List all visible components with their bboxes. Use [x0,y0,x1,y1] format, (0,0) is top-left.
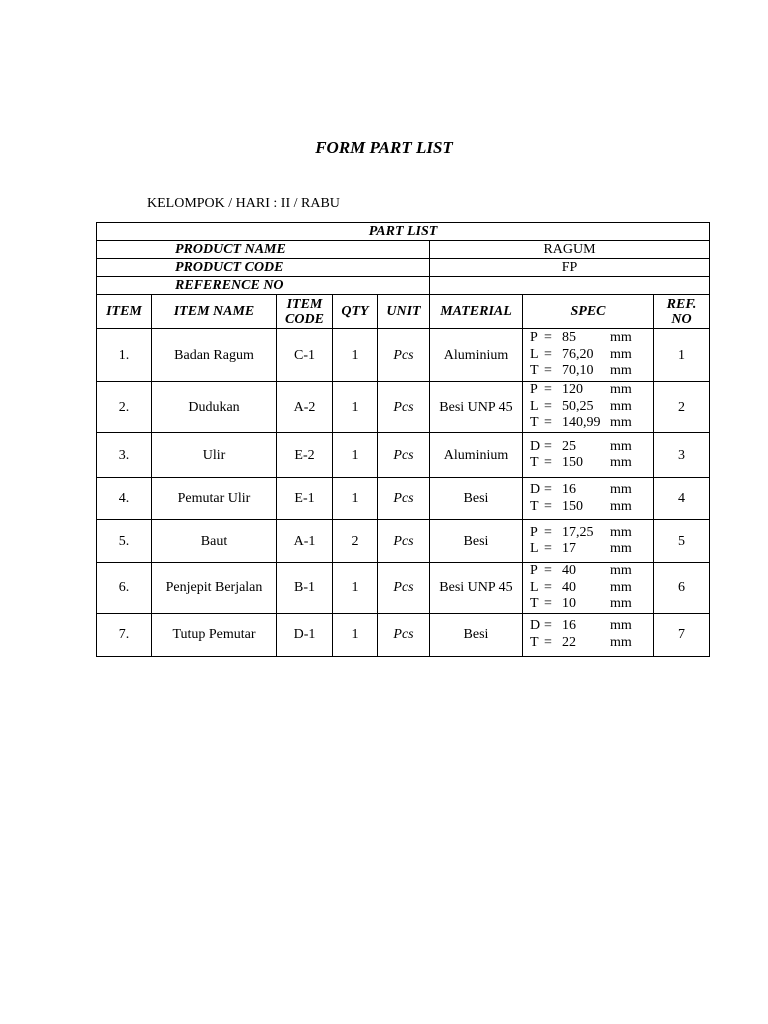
table-row [97,433,710,478]
cell-item-number: 5. [97,520,152,563]
col-header-item-code-line1: ITEM [286,296,323,312]
spec-value: 76,20 [562,346,594,362]
cell-spec [523,563,654,614]
table-row [97,329,710,382]
cell-ref-no: 1 [654,329,710,382]
spec-dimension: D [530,438,541,454]
table-caption: PART LIST [97,223,710,241]
spec-unit: mm [610,455,632,470]
spec-value: 150 [562,498,583,514]
spec-equals-sign: = [544,382,552,398]
spec-dimension: T [530,415,539,431]
cell-item-name: Ulir [152,433,277,478]
spec-line [530,596,653,613]
col-header-item-code-line2: CODE [285,311,324,327]
cell-unit: Pcs [378,433,430,478]
table-row [97,613,710,656]
product-name-value: RAGUM [430,241,710,259]
spec-value: 40 [562,563,576,578]
spec-dimension: P [530,524,538,540]
spec-dimension: T [530,455,539,470]
cell-material: Besi UNP 45 [430,382,523,433]
cell-item-name: Dudukan [152,382,277,433]
spec-line [530,580,653,597]
spec-line [530,635,653,652]
cell-unit: Pcs [378,382,430,433]
table-row [97,478,710,520]
cell-spec [523,520,654,563]
spec-value: 85 [562,330,576,346]
spec-unit: mm [610,346,632,362]
spec-dimension: T [530,498,539,514]
cell-ref-no: 3 [654,433,710,478]
spec-equals-sign: = [544,579,552,595]
cell-qty: 1 [333,433,378,478]
cell-ref-no: 6 [654,563,710,614]
spec-value: 120 [562,382,583,398]
spec-unit: mm [610,330,632,346]
cell-qty: 2 [333,520,378,563]
col-header-unit: UNIT [378,295,430,329]
spec-value: 16 [562,618,576,633]
cell-ref-no: 5 [654,520,710,563]
cell-material: Aluminium [430,433,523,478]
spec-dimension: T [530,363,539,379]
spec-unit: mm [610,541,632,556]
col-header-spec: SPEC [523,295,654,329]
cell-material: Besi [430,613,523,656]
spec-line [530,618,653,635]
cell-spec [523,613,654,656]
spec-equals-sign: = [544,563,552,578]
spec-unit: mm [610,415,632,431]
spec-value: 22 [562,634,576,650]
cell-material: Besi [430,520,523,563]
spec-dimension: D [530,618,541,633]
col-header-ref-line2: NO [671,311,692,327]
spec-dimension: L [530,398,539,414]
cell-item-number: 6. [97,563,152,614]
spec-unit: mm [610,524,632,540]
spec-value: 150 [562,455,583,470]
cell-item-number: 1. [97,329,152,382]
cell-item-name: Pemutar Ulir [152,478,277,520]
cell-ref-no: 7 [654,613,710,656]
cell-unit: Pcs [378,329,430,382]
cell-spec [523,433,654,478]
col-header-qty: QTY [333,295,378,329]
spec-line [530,363,653,380]
cell-item-name: Tutup Pemutar [152,613,277,656]
col-header-ref-line1: REF. [666,296,697,312]
cell-qty: 1 [333,563,378,614]
spec-dimension: P [530,563,538,578]
part-list-table [96,222,710,657]
cell-spec [523,329,654,382]
spec-unit: mm [610,579,632,595]
cell-unit: Pcs [378,613,430,656]
cell-unit: Pcs [378,520,430,563]
spec-line [530,499,653,516]
cell-item-name: Penjepit Berjalan [152,563,277,614]
spec-unit: mm [610,634,632,650]
spec-value: 50,25 [562,398,594,414]
cell-item-code: D-1 [277,613,333,656]
spec-line [530,455,653,472]
table-row [97,382,710,433]
cell-qty: 1 [333,382,378,433]
cell-item-name: Badan Ragum [152,329,277,382]
spec-dimension: T [530,596,539,611]
cell-unit: Pcs [378,563,430,614]
spec-unit: mm [610,438,632,454]
spec-equals-sign: = [544,330,552,346]
cell-ref-no: 2 [654,382,710,433]
spec-line [530,525,653,542]
spec-line [530,439,653,456]
spec-line [530,541,653,558]
cell-item-number: 2. [97,382,152,433]
spec-equals-sign: = [544,524,552,540]
spec-dimension: P [530,382,538,398]
spec-unit: mm [610,398,632,414]
spec-unit: mm [610,482,632,497]
col-header-material: MATERIAL [430,295,523,329]
cell-item-number: 4. [97,478,152,520]
reference-no-value [430,277,710,295]
spec-value: 140,99 [562,415,601,431]
cell-qty: 1 [333,478,378,520]
spec-value: 17 [562,541,576,556]
spec-line [530,415,653,432]
page-title: FORM PART LIST [315,138,453,157]
cell-spec [523,478,654,520]
reference-no-label: REFERENCE NO [97,277,430,295]
cell-material: Aluminium [430,329,523,382]
group-day-line: KELOMPOK / HARI : II / RABU [147,196,340,211]
cell-item-code: B-1 [277,563,333,614]
cell-unit: Pcs [378,478,430,520]
spec-equals-sign: = [544,398,552,414]
spec-unit: mm [610,363,632,379]
cell-material: Besi UNP 45 [430,563,523,614]
cell-item-code: A-2 [277,382,333,433]
spec-line [530,347,653,364]
table-row [97,520,710,563]
spec-line [530,482,653,499]
cell-material: Besi [430,478,523,520]
spec-value: 16 [562,482,576,497]
spec-unit: mm [610,498,632,514]
spec-equals-sign: = [544,596,552,611]
spec-value: 70,10 [562,363,594,379]
spec-unit: mm [610,382,632,398]
col-header-item: ITEM [97,295,152,329]
col-header-item-code [277,295,333,329]
spec-dimension: D [530,482,541,497]
spec-dimension: T [530,634,539,650]
spec-equals-sign: = [544,634,552,650]
cell-item-number: 7. [97,613,152,656]
spec-equals-sign: = [544,438,552,454]
spec-value: 17,25 [562,524,594,540]
spec-line [530,399,653,416]
spec-line [530,330,653,347]
cell-ref-no: 4 [654,478,710,520]
cell-qty: 1 [333,613,378,656]
product-name-label: PRODUCT NAME [97,241,430,259]
cell-item-code: E-2 [277,433,333,478]
col-header-item-name: ITEM NAME [152,295,277,329]
spec-dimension: L [530,541,539,556]
spec-equals-sign: = [544,455,552,470]
spec-unit: mm [610,563,632,578]
table-row [97,563,710,614]
product-code-value: FP [430,259,710,277]
spec-line [530,563,653,580]
cell-spec [523,382,654,433]
spec-unit: mm [610,618,632,633]
cell-item-code: E-1 [277,478,333,520]
cell-qty: 1 [333,329,378,382]
spec-equals-sign: = [544,482,552,497]
product-code-label: PRODUCT CODE [97,259,430,277]
spec-value: 25 [562,438,576,454]
spec-equals-sign: = [544,541,552,556]
spec-dimension: P [530,330,538,346]
spec-equals-sign: = [544,498,552,514]
spec-dimension: L [530,346,539,362]
spec-dimension: L [530,579,539,595]
cell-item-code: C-1 [277,329,333,382]
spec-equals-sign: = [544,346,552,362]
cell-item-name: Baut [152,520,277,563]
spec-equals-sign: = [544,363,552,379]
cell-item-code: A-1 [277,520,333,563]
spec-unit: mm [610,596,632,611]
spec-equals-sign: = [544,415,552,431]
spec-value: 10 [562,596,576,611]
col-header-ref-no [654,295,710,329]
spec-line [530,382,653,399]
spec-value: 40 [562,579,576,595]
spec-equals-sign: = [544,618,552,633]
cell-item-number: 3. [97,433,152,478]
